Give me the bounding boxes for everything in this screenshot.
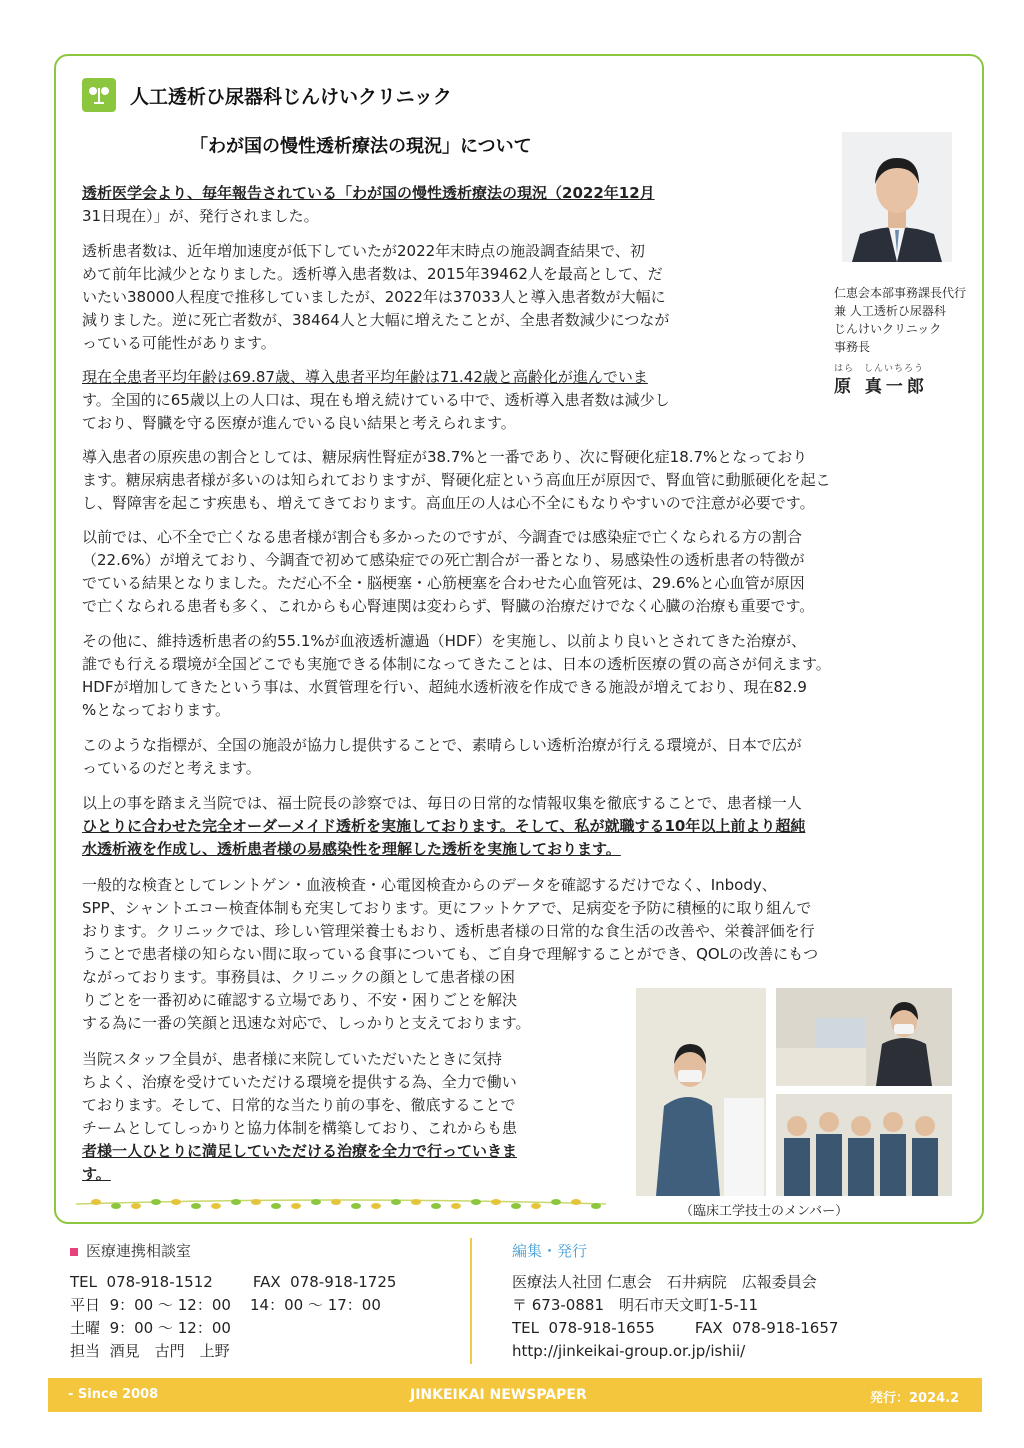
para-line: し、腎障害を起こす疾患も、増えてきております。高血圧の人は心不全にもなりやすいので注意が必要です。 xyxy=(82,494,815,512)
para-line: うことで患者様の知らない間に取っている食事についても、ご自身で理解することができ、QOLの改善にもつ xyxy=(82,945,819,963)
contact-heading xyxy=(70,1240,396,1263)
para-line: 以前では、心不全で亡くなる患者様が割合も多かったのですが、今調査では感染症で亡くなられる方の割合 xyxy=(82,528,803,546)
weekday-pm-hours: 14：00 〜 17：00 xyxy=(249,1296,381,1314)
fax-label: FAX xyxy=(252,1273,281,1291)
publisher-fax: 078-918-1657 xyxy=(732,1319,839,1337)
para-line: で亡くなられる患者も多く、これからも心腎連関は変わらず、腎臓の治療だけでなく心臓の治療も重要です。 xyxy=(82,597,815,615)
author-title-3: じんけいクリニック xyxy=(834,322,942,336)
para-line: おります。クリニックでは、珍しい管理栄養士もおり、透析患者様の日常的な食生活の改善や、栄養評価を行 xyxy=(82,922,815,940)
footer-newspaper-name: JINKEIKAI NEWSPAPER xyxy=(410,1387,587,1403)
tel-label: TEL xyxy=(70,1273,97,1291)
leaf-decoration xyxy=(76,1194,606,1214)
footer-bar xyxy=(48,1378,982,1412)
para-line: いたい38000人程度で推移していましたが、2022年は37033人と導入患者数が大幅に xyxy=(82,288,666,306)
publisher-org: 医療法人社団 仁恵会 石井病院 広報委員会 xyxy=(512,1273,817,1291)
para-line: っているのだと考えます。 xyxy=(82,759,261,777)
square-marker-icon xyxy=(70,1248,78,1256)
author-name-ruby: はら しんいちろう xyxy=(834,364,925,374)
para-line: ちよく、治療を受けていただける環境を提供する為、全力で働い xyxy=(82,1073,517,1091)
para-line: めて前年比減少となりました。透析導入患者数は、2015年39462人を最高として、だ xyxy=(82,265,663,283)
publisher-url[interactable]: http://jinkeikai-group.or.jp/ishii/ xyxy=(512,1342,746,1360)
publisher-address: 〒 673-0881 明石市天文町1-5-11 xyxy=(512,1296,758,1314)
weekday-hours-row xyxy=(70,1294,396,1317)
paragraph-7 xyxy=(82,734,802,780)
para-line: 当院スタッフ全員が、患者様に来院していただいたときに気持 xyxy=(82,1050,503,1068)
clinic-name: 人工透析ひ尿器科じんけいクリニック xyxy=(130,85,452,108)
para-line: 透析患者数は、近年増加速度が低下していたが2022年末時点の施設調査結果で、初 xyxy=(82,242,645,260)
publisher-tel: 078-918-1655 xyxy=(548,1319,655,1337)
staff-photo-3 xyxy=(776,1094,952,1196)
publisher-phone-row xyxy=(512,1317,838,1340)
contact-heading-text: 医療連携相談室 xyxy=(86,1242,192,1260)
section-divider xyxy=(470,1238,472,1364)
para-line: 以上の事を踏まえ当院では、福士院長の診察では、毎日の日常的な情報収集を徹底することで、患者様一人 xyxy=(82,794,802,812)
author-name: 原 真一郎 xyxy=(834,377,928,397)
contact-fax: 078-918-1725 xyxy=(290,1273,397,1291)
para-line: 導入患者の原疾患の割合としては、糖尿病性腎症が38.7%と一番であり、次に腎硬化症18.7%となっており xyxy=(82,448,808,466)
weekday-am-hours: 9：00 〜 12：00 xyxy=(109,1296,231,1314)
para-line: 者様一人ひとりに満足していただける治療を全力で行っていきま xyxy=(82,1142,518,1160)
para-line: 一般的な検査としてレントゲン・血液検査・心電図検査からのデータを確認するだけでなく、Inbody、 xyxy=(82,876,777,894)
para-line: す。 xyxy=(82,1165,111,1183)
para-line: （22.6%）が増えており、今調査で初めて感染症での死亡割合が一番となり、易感染性の透析患者の特徴が xyxy=(82,551,805,569)
para-line: %となっております。 xyxy=(82,701,231,719)
para-line: する為に一番の笑顔と迅速な対応で、しっかりと支えております。 xyxy=(82,1014,531,1032)
para-line: りごとを一番初めに確認する立場であり、不安・困りごとを解決 xyxy=(82,991,518,1009)
tel-label: TEL xyxy=(512,1319,539,1337)
paragraph-4 xyxy=(82,446,831,515)
saturday-label: 土曜 xyxy=(70,1319,101,1337)
paragraph-1 xyxy=(82,182,655,228)
author-title-1: 仁恵会本部事務課長代行 xyxy=(834,286,967,300)
para-line: ており、腎臓を守る医療が進んでいる良い結果と考えられます。 xyxy=(82,414,516,432)
author-photo xyxy=(842,132,952,262)
paragraph-5 xyxy=(82,526,814,618)
paragraph-8 xyxy=(82,792,805,861)
para-line: SPP、シャントエコー検査体制も充実しております。更にフットケアで、足病変を予防に積極的に取り組んで xyxy=(82,899,812,917)
para-line: HDFが増加してきたという事は、水質管理を行い、超純水透析液を作成できる施設が増えており、現在82.9 xyxy=(82,678,807,696)
contact-tel: 078-918-1512 xyxy=(106,1273,213,1291)
para-line: 減りました。逆に死亡者数が、38464人と大幅に増えたことが、全患者数減少につなが xyxy=(82,311,670,329)
para-line: ひとりに合わせた完全オーダーメイド透析を実施しております。そして、私が就職する10年以上前より超純 xyxy=(82,817,806,835)
para-line: っている可能性があります。 xyxy=(82,334,276,352)
para-line: 31日現在）」が、発行されました。 xyxy=(82,207,319,225)
staff-names: 酒見 古門 上野 xyxy=(109,1342,230,1360)
saturday-hours-row xyxy=(70,1317,396,1340)
para-line: ます。糖尿病患者様が多いのは知られておりますが、腎硬化症という高血圧が原因で、腎血管に動脈硬化を起こ xyxy=(82,471,831,489)
clinic-header xyxy=(82,78,452,112)
para-line: ております。そして、日常的な当たり前の事を、徹底することで xyxy=(82,1096,516,1114)
para-line: その他に、維持透析患者の約55.1%が血液透析濾過（HDF）を実施し、以前より良いとされてきた治療が、 xyxy=(82,632,807,650)
footer-issue-date: 発行：2024.2 xyxy=(870,1391,960,1406)
publisher-block xyxy=(512,1240,838,1363)
paragraph-2 xyxy=(82,240,669,355)
author-block xyxy=(834,284,984,396)
paragraph-10 xyxy=(82,1048,517,1186)
para-line: す。全国的に65歳以上の人口は、現在も増え続けている中で、透析導入患者数は減少し xyxy=(82,391,670,409)
staff-photo-2 xyxy=(776,988,952,1086)
para-line: でている結果となりました。ただ心不全・脳梗塞・心筋梗塞を合わせた心血管死は、29.6%と心血管が原因 xyxy=(82,574,805,592)
staff-row xyxy=(70,1340,396,1363)
photo-caption: （臨床工学技士のメンバー） xyxy=(680,1204,849,1219)
author-title-4: 事務長 xyxy=(834,340,871,354)
para-line: 水透析液を作成し、透析患者様の易感染性を理解した透析を実施しております。 xyxy=(82,840,621,858)
author-title-2: 兼 人工透析ひ尿器科 xyxy=(834,304,946,318)
saturday-hours: 9：00 〜 12：00 xyxy=(109,1319,231,1337)
para-line: ながっております。事務員は、クリニックの顔として患者様の困 xyxy=(82,968,515,986)
publisher-heading: 編集・発行 xyxy=(512,1242,588,1260)
para-line: チームとしてしっかりと協力体制を構築しており、これからも患 xyxy=(82,1119,518,1137)
paragraph-3 xyxy=(82,366,670,435)
para-line: このような指標が、全国の施設が協力し提供することで、素晴らしい透析治療が行える環境が、日本で広が xyxy=(82,736,802,754)
staff-label: 担当 xyxy=(70,1342,101,1360)
clinic-logo-icon xyxy=(82,78,116,112)
para-line: 現在全患者平均年齢は69.87歳、導入患者平均年齢は71.42歳と高齢化が進んでいま xyxy=(82,368,648,386)
article-title: 「わが国の慢性透析療法の現況」について xyxy=(190,136,532,157)
para-line: 誰でも行える環境が全国どこでも実施できる体制になってきたことは、日本の透析医療の質の高さが伺えます。 xyxy=(82,655,831,673)
paragraph-6 xyxy=(82,630,831,722)
staff-photo-1 xyxy=(636,988,766,1196)
staff-photo-collage xyxy=(636,988,952,1200)
para-line: 透析医学会より、毎年報告されている「わが国の慢性透析療法の現況（2022年12月 xyxy=(82,184,655,202)
footer-since: - Since 2008 xyxy=(68,1387,159,1402)
weekday-label: 平日 xyxy=(70,1296,101,1314)
contact-phone-row xyxy=(70,1271,396,1294)
fax-label: FAX xyxy=(694,1319,723,1337)
contact-block xyxy=(70,1240,396,1363)
